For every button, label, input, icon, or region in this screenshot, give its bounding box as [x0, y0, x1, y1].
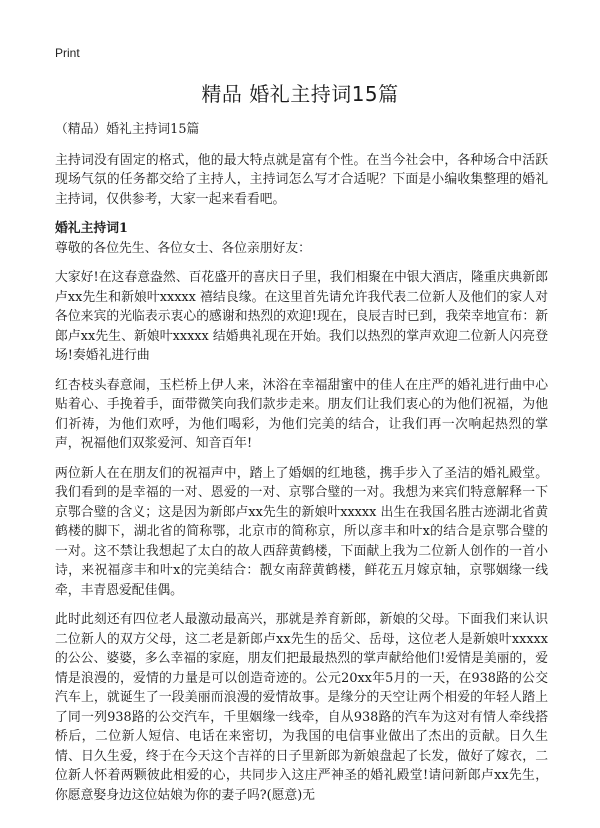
article-subtitle: （精品）婚礼主持词15篇 [55, 122, 200, 137]
page-title: 精品 婚礼主持词15篇 [201, 82, 399, 106]
paragraph-greeting: 尊敬的各位先生、各位女士、各位亲朋好友： [55, 240, 311, 256]
intro-paragraph: 主持词没有固定的格式，他的最大特点就是富有个性。在当今社会中，各种场合中活跃现场气氛的任务都交给了主持人，主持词怎么写才合适呢？下面是小编收集整理的婚礼主持词，仅供参考，大家一起来看看吧。 [55, 152, 548, 207]
print-link[interactable]: Print [55, 46, 80, 60]
paragraph-union: 两位新人在在朋友们的祝福声中，踏上了婚姻的红地毯，携手步入了圣洁的婚礼殿堂。我们看到的是幸福的一对、恩爱的一对、京鄂合璧的一对。我想为来宾们特意解释一下京鄂合璧的含义；这是因为新郎卢xx先生的新娘叶xxxxx 出生在我国名胜古迹湖北省黄鹤楼的脚下，湖北省的简称鄂，北京市的简称京，所以彦丰和叶x的结合是京鄂合璧的一对。这不禁让我想起了太白的故人西辞黄鹤楼，下面献上我为二位新人创作的一首小诗，来祝福彦丰和叶x的完美结合：靓女南辞黄鹤楼，鲜花五月嫁京轴，京鄂姻缘一线牵，丰青恩爱配佳偶。 [55, 465, 548, 598]
article-body [55, 120, 548, 815]
section-heading: 婚礼主持词1 [55, 221, 128, 236]
paragraph-parents: 此时此刻还有四位老人最激动最高兴，那就是养育新郎，新娘的父母。下面我们来认识二位新人的双方父母，这二老是新郎卢xx先生的岳父、岳母，这位老人是新娘叶xxxxx 的公公、婆婆，多么幸福的家庭，朋友们把最最热烈的掌声献给他们!爱情是美丽的，爱情是浪漫的，爱情的力量是可以创造奇迹的。公元20xx年5月的一天，在938路的公交汽车上，就诞生了一段美丽而浪漫的爱情故事。是缘分的天空让两个相爱的年轻人踏上了同一列938路的公交汽车，千里姻缘一线牵，自从938路的汽车为这对有情人牵线搭桥后，二位新人短信、电话在来密切，为我国的电信事业做出了杰出的贡献。日久生情、日久生爱，终于在今天这个吉祥的日子里新郎为新娘盘起了长发，做好了嫁衣，二位新人怀着两颗彼此相爱的心，共同步入这庄严神圣的婚礼殿堂!请问新郎卢xx先生，你愿意娶身边这位姑娘为你的妻子吗?(愿意)无 [55, 612, 548, 803]
paragraph-opening: 大家好!在这春意盎然、百花盛开的喜庆日子里，我们相聚在中银大酒店，隆重庆典新郎卢xx先生和新娘叶xxxxx 禧结良缘。在这里首先请允许我代表二位新人及他们的家人对各位来宾的光临表示衷心的感谢和热烈的欢迎!现在，良辰吉时已到，我荣幸地宣布：新郎卢xx先生、新娘叶xxxxx 结婚典礼现在开始。我们以热烈的掌声欢迎二位新人闪亮登场!奏婚礼进行曲 [55, 270, 548, 363]
paragraph-procession: 红杏枝头春意闹，玉栏桥上伊人来，沐浴在幸福甜蜜中的佳人在庄严的婚礼进行曲中心贴着心、手挽着手，面带微笑向我们款步走来。朋友们让我们衷心的为他们祝福，为他们祈祷，为他们欢呼，为他们喝彩，为他们完美的结合，让我们再一次响起热烈的掌声，祝福他们双浆爱河、知音百年! [55, 377, 548, 451]
